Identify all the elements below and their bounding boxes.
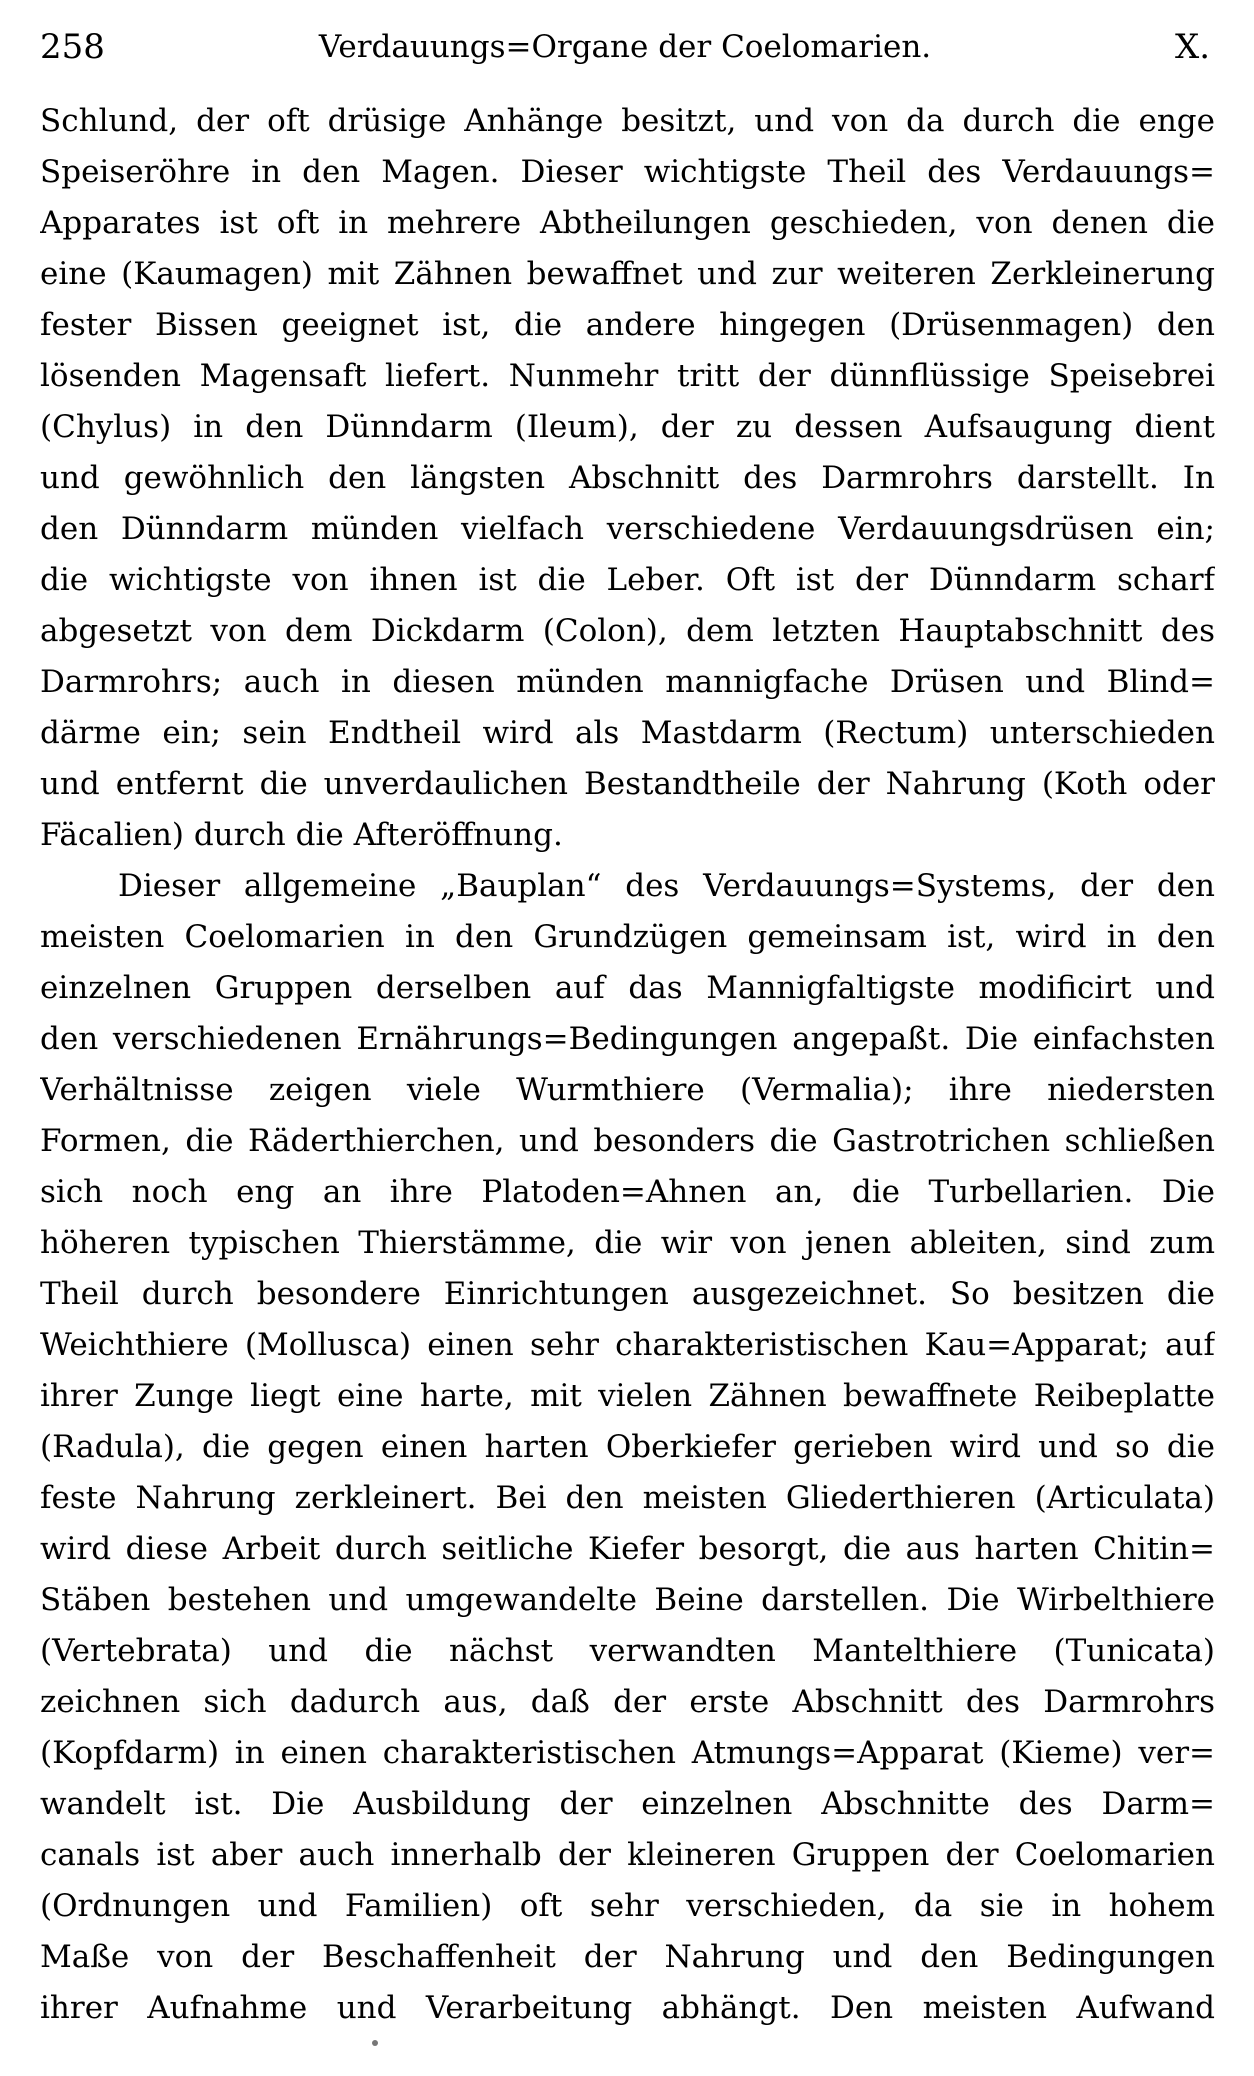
text-line: zeichnen sich dadurch aus, daß der erste Abschnitt des Darmrohrs — [40, 1684, 1215, 1720]
text-line: Darmrohrs; auch in diesen münden mannigfache Drüsen und Blind= — [40, 664, 1215, 700]
text-line: ihrer Zunge liegt eine harte, mit vielen Zähnen bewaffnete Reibeplatte — [40, 1378, 1215, 1414]
text-line: canals ist aber auch innerhalb der kleineren Gruppen der Coelomarien — [40, 1837, 1215, 1873]
text-line: lösenden Magensaft liefert. Nunmehr tritt der dünnflüssige Speisebrei — [40, 358, 1215, 394]
paragraph-end-line: Fäcalien) durch die Afteröffnung. — [40, 817, 563, 853]
text-line: meisten Coelomarien in den Grundzügen gemeinsam ist, wird in den — [40, 919, 1215, 955]
text-line: Stäben bestehen und umgewandelte Beine darstellen. Die Wirbelthiere — [40, 1582, 1215, 1618]
text-line: (Vertebrata) und die nächst verwandten Mantelthiere (Tunicata) — [40, 1633, 1215, 1669]
text-line: eine (Kaumagen) mit Zähnen bewaffnet und zur weiteren Zerkleinerung — [40, 256, 1215, 292]
text-line: (Kopfdarm) in einen charakteristischen Atmungs=Apparat (Kieme) ver= — [40, 1735, 1215, 1771]
ink-speck — [372, 2040, 378, 2046]
text-line: (Radula), die gegen einen harten Oberkiefer gerieben wird und so die — [40, 1429, 1215, 1465]
text-line: Verhältnisse zeigen viele Wurmthiere (Vermalia); ihre niedersten — [40, 1072, 1215, 1108]
text-line: wandelt ist. Die Ausbildung der einzelnen Abschnitte des Darm= — [40, 1786, 1215, 1822]
text-line: Theil durch besondere Einrichtungen ausgezeichnet. So besitzen die — [40, 1276, 1215, 1312]
text-line: und gewöhnlich den längsten Abschnitt des Darmrohrs darstellt. In — [40, 460, 1215, 496]
paragraph-start-line: Dieser allgemeine „Bauplan“ des Verdauungs=Systems, der den — [118, 868, 1215, 904]
text-line: Schlund, der oft drüsige Anhänge besitzt, und von da durch die enge — [40, 103, 1215, 139]
text-line: Maße von der Beschaffenheit der Nahrung und den Bedingungen — [40, 1939, 1215, 1975]
body-text — [40, 96, 1215, 2034]
text-line: Speiseröhre in den Magen. Dieser wichtigste Theil des Verdauungs= — [40, 154, 1215, 190]
text-line: den Dünndarm münden vielfach verschiedene Verdauungsdrüsen ein; — [40, 511, 1215, 547]
text-line: wird diese Arbeit durch seitliche Kiefer besorgt, die aus harten Chitin= — [40, 1531, 1215, 1567]
text-line: und entfernt die unverdaulichen Bestandtheile der Nahrung (Koth oder — [40, 766, 1215, 802]
text-line: feste Nahrung zerkleinert. Bei den meisten Gliederthieren (Articulata) — [40, 1480, 1215, 1516]
text-line: fester Bissen geeignet ist, die andere hingegen (Drüsenmagen) den — [40, 307, 1215, 343]
text-line: (Ordnungen und Familien) oft sehr verschieden, da sie in hohem — [40, 1888, 1215, 1924]
text-line: einzelnen Gruppen derselben auf das Mannigfaltigste modificirt und — [40, 970, 1215, 1006]
text-line: abgesetzt von dem Dickdarm (Colon), dem letzten Hauptabschnitt des — [40, 613, 1215, 649]
text-line: die wichtigste von ihnen ist die Leber. Oft ist der Dünndarm scharf — [40, 562, 1215, 598]
text-line: den verschiedenen Ernährungs=Bedingungen angepaßt. Die einfachsten — [40, 1021, 1215, 1057]
text-line: Formen, die Räderthierchen, und besonders die Gastrotrichen schließen — [40, 1123, 1215, 1159]
text-line: ihrer Aufnahme und Verarbeitung abhängt. Den meisten Aufwand — [40, 1990, 1215, 2026]
page-header — [40, 22, 1210, 72]
text-line: Weichthiere (Mollusca) einen sehr charakteristischen Kau=Apparat; auf — [40, 1327, 1215, 1363]
text-line: höheren typischen Thierstämme, die wir von jenen ableiten, sind zum — [40, 1225, 1215, 1261]
text-line: (Chylus) in den Dünndarm (Ileum), der zu dessen Aufsaugung dient — [40, 409, 1215, 445]
text-line: därme ein; sein Endtheil wird als Mastdarm (Rectum) unterschieden — [40, 715, 1215, 751]
page-number: 258 — [40, 27, 105, 67]
chapter-number: X. — [1174, 27, 1210, 67]
text-line: sich noch eng an ihre Platoden=Ahnen an, die Turbellarien. Die — [40, 1174, 1215, 1210]
running-title: Verdauungs=Organe der Coelomarien. — [318, 29, 932, 65]
text-line: Apparates ist oft in mehrere Abtheilungen geschieden, von denen die — [40, 205, 1215, 241]
